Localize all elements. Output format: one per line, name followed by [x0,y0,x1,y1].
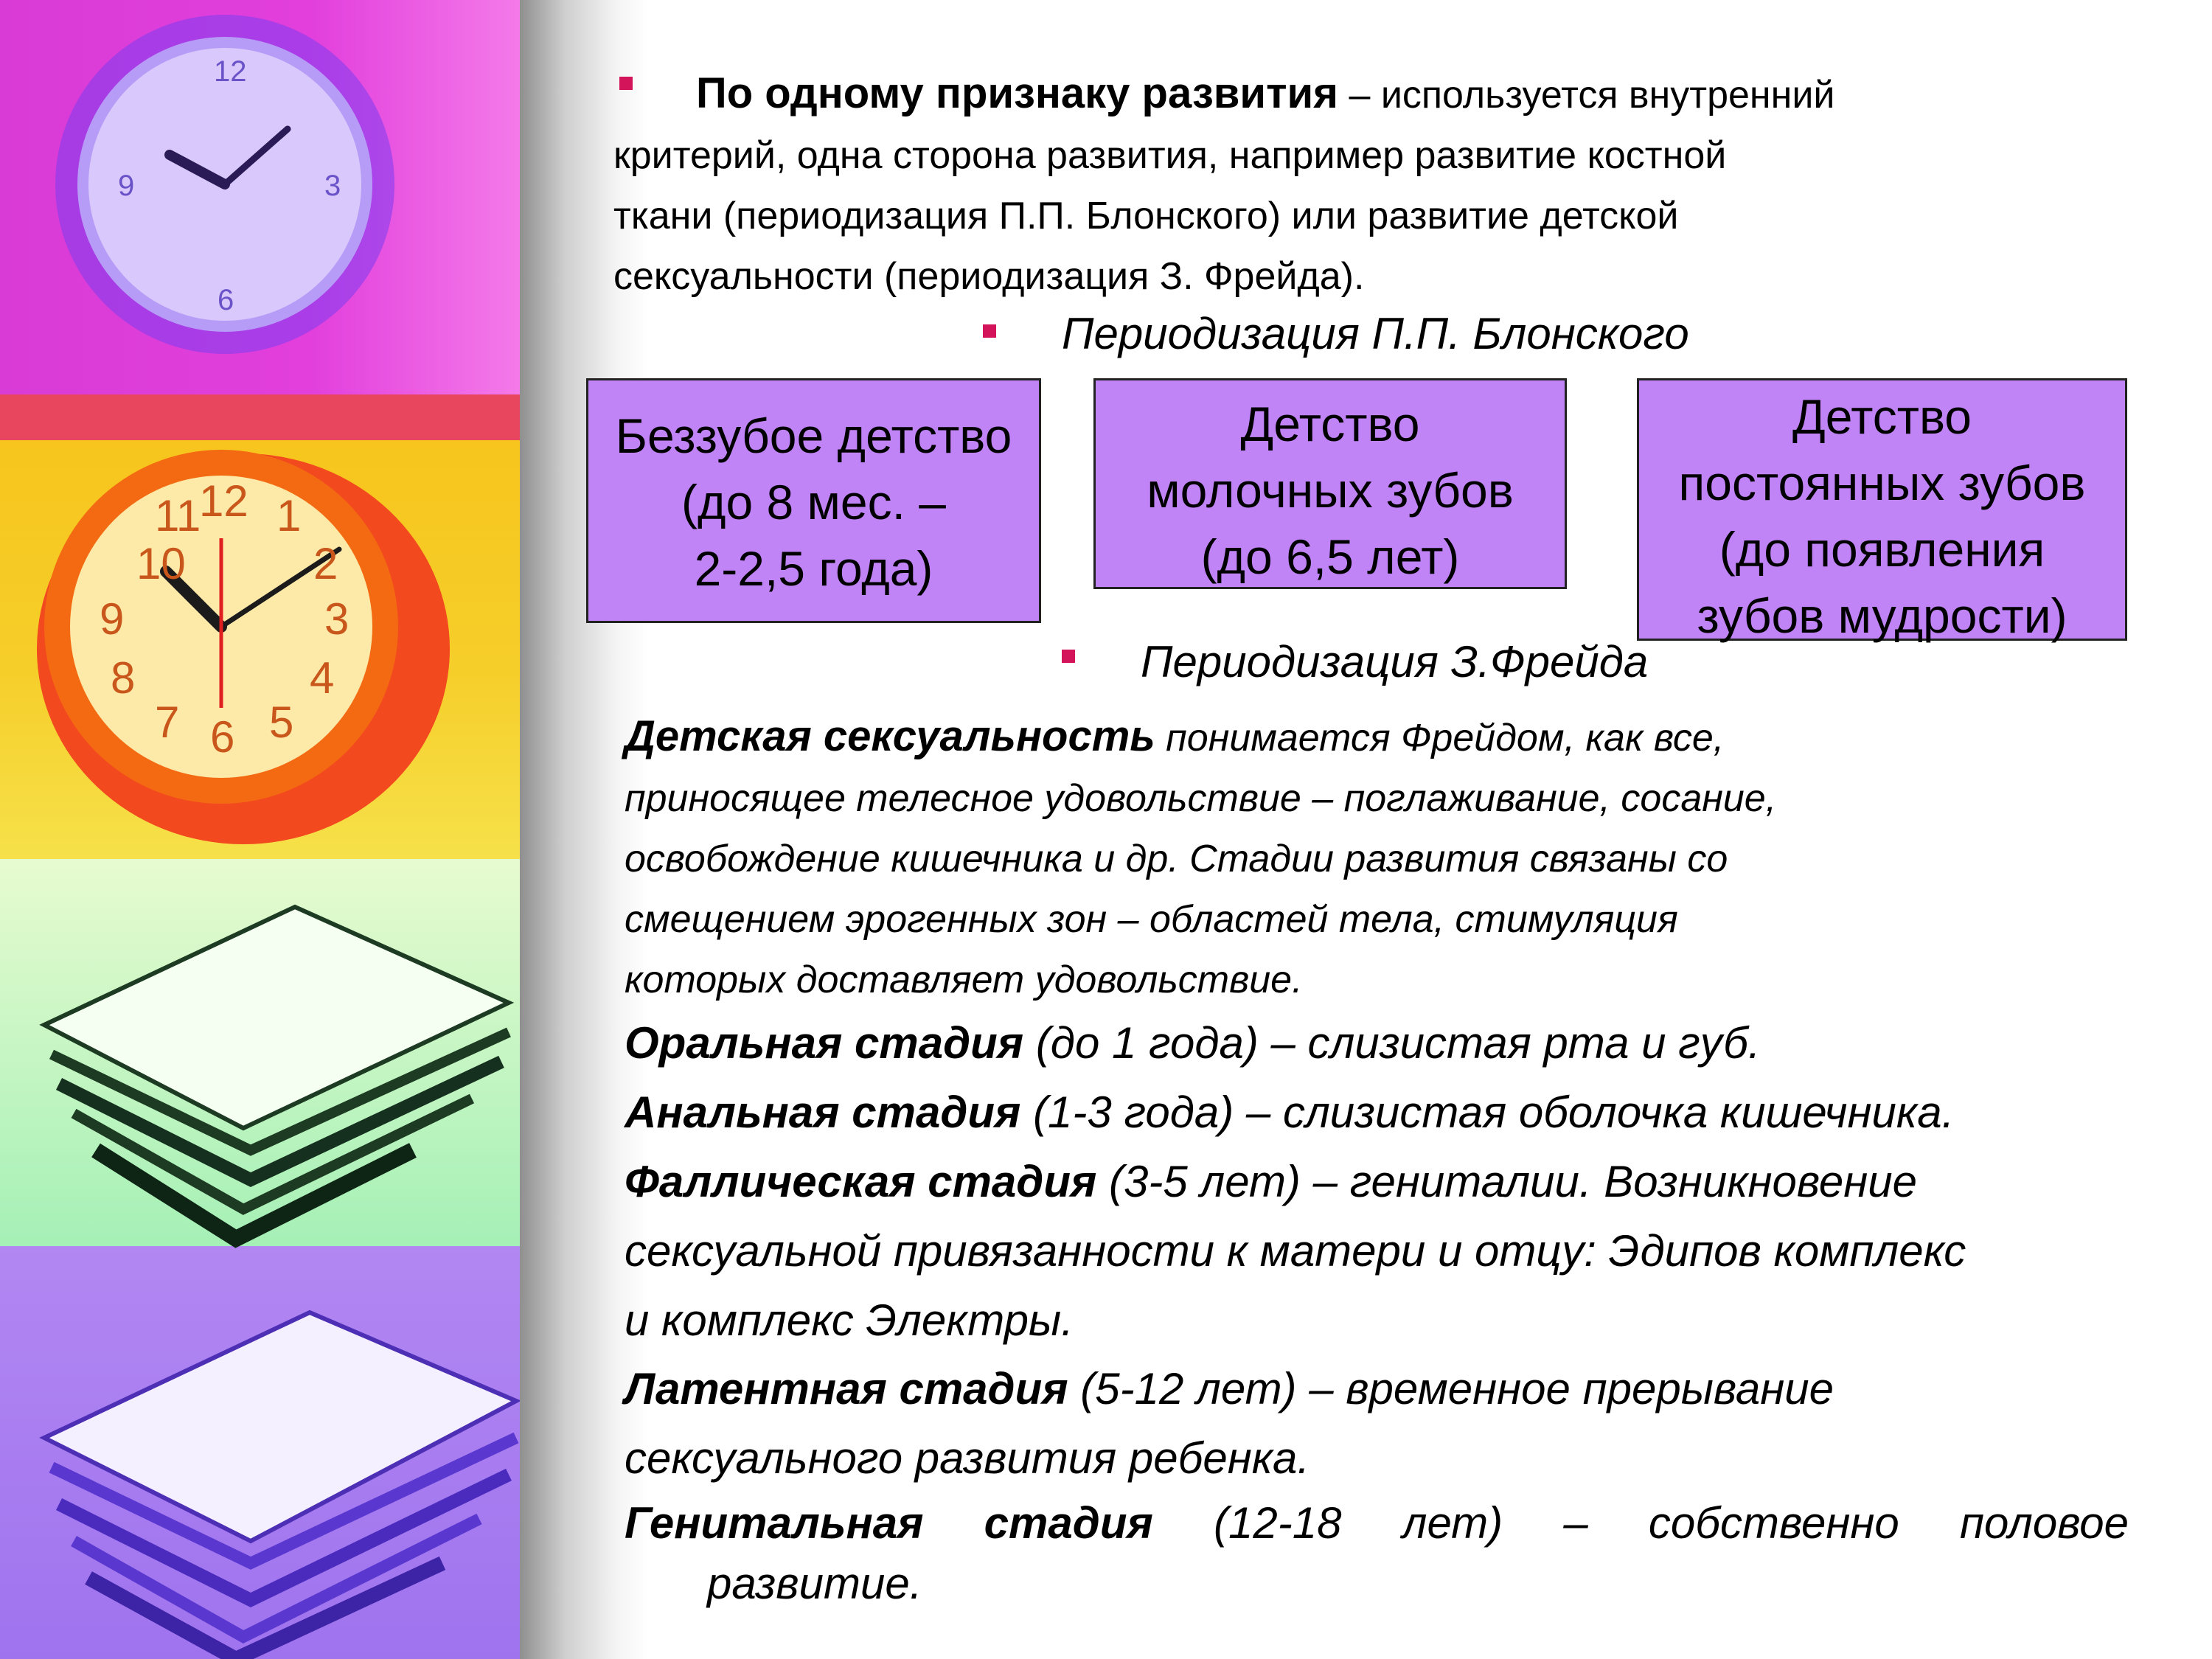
svg-text:12: 12 [199,476,248,526]
box-line: (до 8 мес. – [681,475,947,529]
svg-text:2: 2 [313,539,338,588]
stage-box-permanent-teeth [1637,378,2127,641]
svg-text:6: 6 [218,284,234,316]
svg-text:9: 9 [100,594,125,644]
stage-box-toothless [586,378,1041,623]
svg-text:5: 5 [269,698,294,747]
svg-text:7: 7 [155,698,180,747]
stage-name: Анальная стадия [625,1088,1021,1137]
stage-text: сексуального развития ребенка. [625,1433,1310,1483]
intro-line3: ткани (периодизация П.П. Блонского) или развитие детской [613,195,1679,237]
freud-intro-line: смещением эрогенных зон – областей тела, стимуляция [625,898,1678,941]
freud-intro [625,706,2136,1010]
stage-name: Генитальная стадия [625,1498,1153,1548]
svg-text:6: 6 [210,712,235,762]
svg-text:10: 10 [136,539,186,588]
svg-text:12: 12 [214,55,247,88]
stage-name: Фаллическая стадия [625,1157,1097,1206]
svg-text:11: 11 [155,491,201,540]
freud-intro-bold: Детская сексуальность [625,712,1155,760]
box-line: (до появления [1719,522,2045,577]
bullet-icon [1062,650,1075,663]
box-line: Детство [1240,397,1420,451]
svg-text:4: 4 [310,653,335,703]
intro-bold: По одному признаку развития [696,69,1338,117]
box-line: постоянных зубов [1678,456,2086,510]
stage-text: (1-3 года) – слизистая оболочка кишечника. [1020,1088,1955,1137]
stage-latent [625,1354,2136,1493]
freud-intro-line: которых доставляет удовольствие. [625,959,1303,1001]
stage-text: (3-5 лет) – гениталии. Возникновение [1096,1157,1918,1206]
purple-clock-icon [55,15,394,354]
intro-paragraph [613,63,2059,307]
green-paper-stack-icon [44,907,509,1239]
decorative-image-strip [0,0,520,1659]
svg-text:9: 9 [118,170,135,202]
intro-line1: – используется внутренний [1338,74,1835,116]
box-line: 2-2,5 года) [694,541,933,596]
stage-text: (5-12 лет) – временное прерывание [1068,1364,1834,1413]
stage-oral [625,1009,2136,1078]
stage-genital [625,1493,2129,1614]
freud-intro-line: понимается Фрейдом, как все, [1155,717,1725,759]
freud-intro-line: освобождение кишечника и др. Стадии развития связаны со [625,838,1728,880]
svg-text:1: 1 [276,491,302,540]
svg-text:8: 8 [111,653,136,703]
stage-name: Оральная стадия [625,1018,1024,1068]
svg-text:3: 3 [324,594,349,644]
stage-name: Латентная стадия [625,1364,1068,1413]
box-line: Детство [1792,389,1972,444]
svg-text:3: 3 [324,170,341,202]
intro-line2: критерий, одна сторона развития, например развитие костной [613,134,1727,177]
box-line: молочных зубов [1147,463,1514,518]
stage-box-milk-teeth [1093,378,1567,589]
freud-heading: Периодизация З.Фрейда [1141,637,1649,686]
stage-text: (до 1 года) – слизистая рта и губ. [1023,1018,1761,1068]
stage-text: (12-18 лет) – собственно половое [1152,1498,2129,1548]
clock-and-paper-illustration [0,0,520,1659]
stage-text: сексуальной привязанности к матери и отцу: Эдипов комплекс [625,1226,1966,1276]
box-line: зубов мудрости) [1697,588,2067,643]
stage-anal [625,1078,2136,1147]
box-line: Беззубое детство [615,408,1012,463]
stage-text: развитие. [707,1559,922,1608]
box-line: (до 6,5 лет) [1200,529,1460,584]
purple-paper-stack-icon [44,1312,516,1659]
intro-line4: сексуальности (периодизация З. Фрейда). [613,255,1365,298]
blonsky-heading: Периодизация П.П. Блонского [1062,309,1689,358]
orange-clock-icon [37,450,450,844]
stage-phallic [625,1147,2136,1355]
bullet-icon [983,324,996,338]
stage-text: и комплекс Электры. [625,1295,1074,1345]
freud-intro-line: приносящее телесное удовольствие – поглаживание, сосание, [625,777,1777,820]
